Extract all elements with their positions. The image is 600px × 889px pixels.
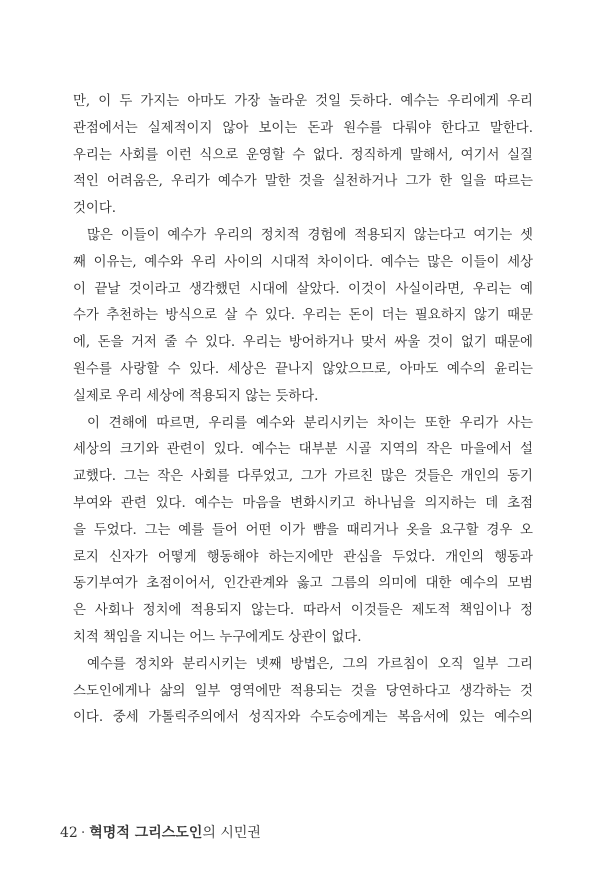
text-line: 치적 책임을 지니는 어느 누구에게도 상관이 없다.: [73, 629, 362, 645]
text-line: 부여와 관련 있다. 예수는 마음을 변화시키고 하나님을 의지하는 데 초점: [73, 495, 533, 511]
text-line: 세상의 크기와 관련이 있다. 예수는 대부분 시골 지역의 작은 마을에서 설: [73, 442, 533, 458]
text-line: 관점에서는 실제적이지 않아 보이는 돈과 원수를 다뤄야 한다고 말한다.: [73, 120, 533, 136]
text-line: 로지 신자가 어떻게 행동해야 하는지에만 관심을 두었다. 개인의 행동과: [73, 549, 533, 565]
text-line: 우리는 사회를 이런 식으로 운영할 수 없다. 정직하게 말해서, 여기서 실질: [73, 147, 533, 163]
text-line: 많은 이들이 예수가 우리의 정치적 경험에 적용되지 않는다고 여기는 셋: [87, 227, 533, 243]
text-line: 스도인에게나 삶의 일부 영역에만 적용되는 것을 당연하다고 생각하는 것: [73, 683, 533, 699]
text-line: 이다. 중세 가톨릭주의에서 성직자와 수도승에게는 복음서에 있는 예수의: [73, 710, 533, 726]
text-line: 만, 이 두 가지는 아마도 가장 놀라운 것일 듯하다. 예수는 우리에게 우리: [73, 94, 533, 109]
text-line: 이 끝날 것이라고 생각했던 시대에 살았다. 이것이 사실이라면, 우리는 예: [73, 281, 533, 297]
text-line: 예수를 정치와 분리시키는 넷째 방법은, 그의 가르침이 오직 일부 그리: [87, 656, 533, 672]
text-line: 은 사회나 정치에 적용되지 않는다. 따라서 이것들은 제도적 책임이나 정: [73, 603, 533, 619]
page-number: 42: [60, 825, 78, 841]
body-text: [73, 89, 533, 732]
text-line: 에, 돈을 거저 줄 수 있다. 우리는 방어하거나 맞서 싸울 것이 없기 때문에: [73, 335, 533, 351]
text-line: 동기부여가 초점이어서, 인간관계와 옳고 그름의 의미에 대한 예수의 모범: [73, 576, 533, 592]
text-line: 적인 어려움은, 우리가 예수가 말한 것을 실천하거나 그가 한 일을 따르는: [73, 174, 533, 190]
text-line: 교했다. 그는 작은 사회를 다루었고, 그가 가르친 많은 것들은 개인의 동기: [73, 469, 533, 485]
text-line: 을 두었다. 그는 예를 들어 어떤 이가 뺨을 때리거나 옷을 요구할 경우 오: [73, 522, 533, 538]
footer-separator: ·: [80, 825, 86, 841]
text-line: 실제로 우리 세상에 적용되지 않는 듯하다.: [73, 388, 319, 404]
text-line: 것이다.: [73, 201, 117, 217]
text-line: 째 이유는, 예수와 우리 사이의 시대적 차이이다. 예수는 많은 이들이 세상: [73, 254, 533, 270]
text-line: 수가 추천하는 방식으로 살 수 있다. 우리는 돈이 더는 필요하지 않기 때문: [73, 308, 533, 324]
book-title-suffix: 의 시민권: [202, 825, 261, 841]
text-line: 이 견해에 따르면, 우리를 예수와 분리시키는 차이는 또한 우리가 사는: [87, 415, 533, 431]
text-line: 원수를 사랑할 수 있다. 세상은 끝나지 않았으므로, 아마도 예수의 윤리는: [73, 361, 533, 377]
book-title: 혁명적 그리스도인: [89, 825, 203, 841]
page-footer: [60, 822, 261, 842]
